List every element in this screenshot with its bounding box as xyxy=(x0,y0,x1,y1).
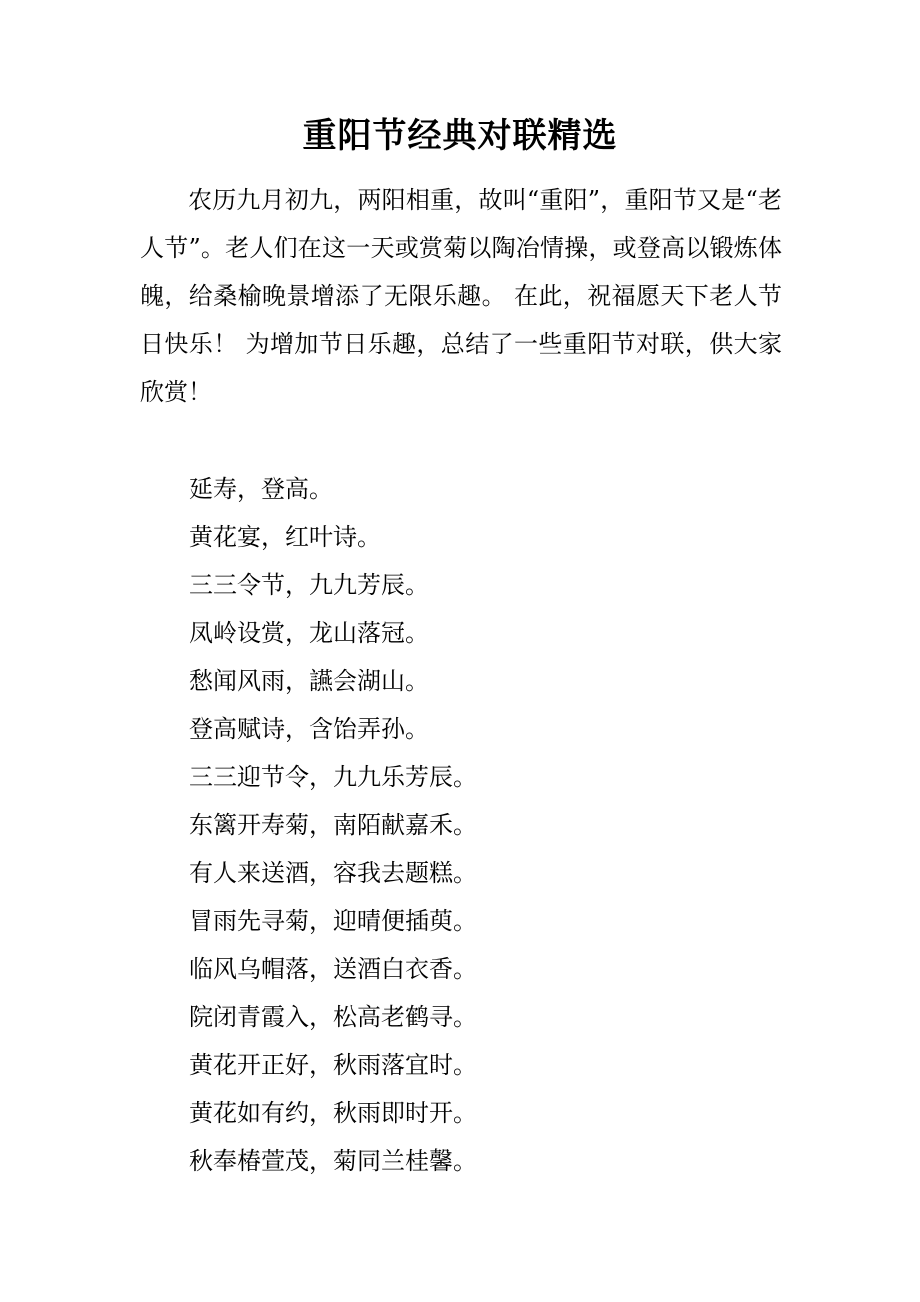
couplet-list xyxy=(189,465,789,1185)
couplet-line: 愁闻风雨，讌会湖山。 xyxy=(189,667,429,695)
couplet-line: 黄花开正好，秋雨落宜时。 xyxy=(189,1051,477,1079)
couplet-line: 院闭青霞入，松高老鹤寻。 xyxy=(189,1003,477,1031)
couplet-line: 冒雨先寻菊，迎晴便插萸。 xyxy=(189,907,477,935)
couplet-line: 登高赋诗，含饴弄孙。 xyxy=(189,715,429,743)
couplet-line: 黄花如有约，秋雨即时开。 xyxy=(189,1099,477,1127)
couplet-line: 东篱开寿菊，南陌献嘉禾。 xyxy=(189,811,477,839)
couplet-line: 凤岭设赏，龙山落冠。 xyxy=(189,619,429,647)
intro-paragraph: 农历九月初九，两阳相重，故叫“重阳”，重阳节又是“老人节”。老人们在这一天或赏菊以陶冶情操，或登高以锻炼体魄，给桑榆晚景增添了无限乐趣。 在此，祝福愿天下老人节日快乐！ 为增加节日乐趣，总结了一些重阳节对联，供大家欣赏！ xyxy=(140,186,782,406)
couplet-line: 有人来送酒，容我去题糕。 xyxy=(189,859,477,887)
couplet-line: 延寿，登高。 xyxy=(189,475,333,503)
couplet-line: 三三迎节令，九九乐芳辰。 xyxy=(189,763,477,791)
couplet-line: 黄花宴，红叶诗。 xyxy=(189,523,381,551)
couplet-line: 秋奉椿萱茂，菊同兰桂馨。 xyxy=(189,1147,477,1175)
couplet-line: 三三令节，九九芳辰。 xyxy=(189,571,429,599)
couplet-line: 临风乌帽落，送酒白衣香。 xyxy=(189,955,477,983)
page-title: 重阳节经典对联精选 xyxy=(302,116,618,156)
